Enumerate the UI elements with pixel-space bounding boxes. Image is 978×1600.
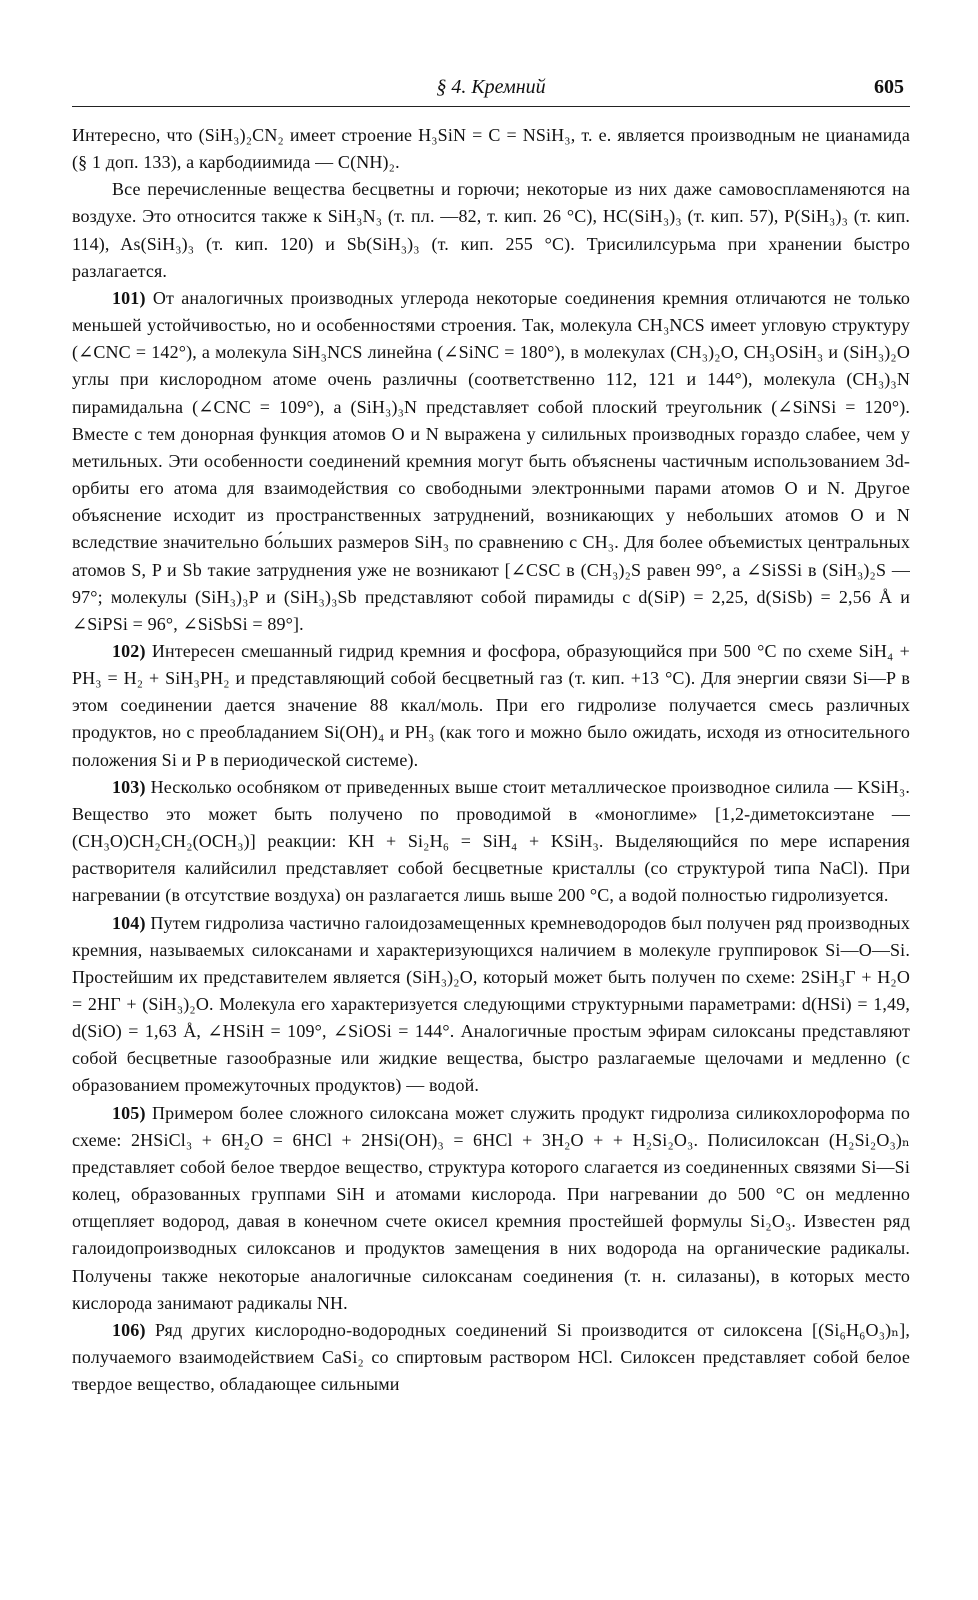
paragraph-text: Интересно, что (SiH₃)₂CN₂ имеет строение H₃SiN = C = NSiH₃, т. е. является производным не цианамида (§ 1 доп. 133), а карбодиимида — C(NH)₂.	[72, 125, 910, 173]
page-header	[72, 72, 910, 107]
paragraph-number: 103)	[112, 776, 146, 797]
paragraph-105	[72, 1100, 910, 1317]
paragraph-text: Примером более сложного силоксана может служить продукт гидролиза силикохлороформа по схеме: 2HSiCl₃ + 6H₂O = 6HCl + 2HSi(OH)₃ = 6HCl + 3H₂O + + H₂Si₂O₃. Полисилоксан (H₂Si₂O₃)ₙ представляет собой белое твердое вещество, структура которого слагается из соединенных связями Si—Si колец, образованных группами SiH и атомами кислорода. При нагревании до 500 °C он медленно отщепляет водород, давая в конечном счете окисел кремния простейшей формулы Si₂O₃. Известен ряд галоидопроизводных силоксанов и продуктов замещения в них водорода на органические радикалы. Получены также некоторые аналогичные силоксанам соединения (т. н. силазаны), в которых место кислорода занимают радикалы NH.	[72, 1102, 910, 1313]
paragraph-102	[72, 638, 910, 774]
paragraph-text: От аналогичных производных углерода некоторые соединения кремния отличаются не только меньшей устойчивостью, но и особенностями строения. Так, молекула CH₃NCS имеет угловую структуру (∠CNC = 142°), а молекула SiH₃NCS линейна (∠SiNC = 180°), в молекулах (CH₃)₂O, CH₃OSiH₃ и (SiH₃)₂O углы при кислородном атоме очень различны (соответственно 112, 121 и 144°), молекула (CH₃)₃N пирамидальна (∠CNC = 109°), а (SiH₃)₃N представляет собой плоский треугольник (∠SiNSi = 120°). Вместе с тем донорная функция атомов O и N выражена у силильных производных гораздо слабее, чем у метильных. Эти особенности соединений кремния могут быть объяснены частичным использованием 3d-орбиты его атома для взаимодействия со свободными электронными парами атомов O и N. Другое объяснение исходит из пространственных затруднений, возникающих у небольших атомов O и N вследствие значительно бо́льших размеров SiH₃ по сравнению с CH₃. Для более объемистых центральных атомов S, P и Sb такие затруднения уже не возникают [∠CSC в (CH₃)₂S равен 99°, а ∠SiSSi в (SiH₃)₂S — 97°; молекулы (SiH₃)₃P и (SiH₃)₃Sb представляют собой пирамиды с d(SiP) = 2,25, d(SiSb) = 2,56 Å и ∠SiPSi = 96°, ∠SiSbSi = 89°].	[72, 287, 910, 634]
paragraph	[72, 176, 910, 285]
paragraph-text: Ряд других кислородно-водородных соединений Si производится от силоксена [(Si₆H₆O₃)ₙ], получаемого взаимодействием CaSi₂ со спиртовым раствором HCl. Силоксен представляет собой белое твердое вещество, обладающее сильными	[72, 1319, 910, 1395]
paragraph-104	[72, 910, 910, 1100]
paragraph-number: 102)	[112, 640, 146, 661]
paragraph-106	[72, 1317, 910, 1398]
page-body	[72, 122, 910, 1398]
paragraph-103	[72, 774, 910, 910]
paragraph-text: Все перечисленные вещества бесцветны и горючи; некоторые из них даже самовоспламеняются на воздухе. Это относится также к SiH₃N₃ (т. пл. —82, т. кип. 26 °C), HC(SiH₃)₃ (т. кип. 57), P(SiH₃)₃ (т. кип. 114), As(SiH₃)₃ (т. кип. 120) и Sb(SiH₃)₃ (т. кип. 255 °C). Трисилилсурьма при хранении быстро разлагается.	[72, 179, 910, 281]
page-number: 605	[874, 76, 904, 98]
paragraph-number: 104)	[112, 912, 146, 933]
paragraph	[72, 122, 910, 176]
paragraph-text: Интересен смешанный гидрид кремния и фосфора, образующийся при 500 °C по схеме SiH₄ + PH₃ = H₂ + SiH₃PH₂ и представляющий собой бесцветный газ (т. кип. +13 °C). Для энергии связи Si—P в этом соединении дается значение 88 ккал/моль. При его гидролизе получается смесь различных продуктов, но с преобладанием Si(OH)₄ и PH₃ (как того и можно было ожидать, исходя из относительного положения Si и P в периодической системе).	[72, 640, 910, 770]
paragraph-text: Путем гидролиза частично галоидозамещенных кремневодородов был получен ряд производных кремния, называемых силоксанами и характеризующихся наличием в молекуле группировок Si—O—Si. Простейшим их представителем является (SiH₃)₂O, который может быть получен по схеме: 2SiH₃Г + H₂O = 2HГ + (SiH₃)₂O. Молекула его характеризуется следующими структурными параметрами: d(HSi) = 1,49, d(SiO) = 1,63 Å, ∠HSiH = 109°, ∠SiOSi = 144°. Аналогичные простым эфирам силоксаны представляют собой бесцветные газообразные или жидкие вещества, быстро разлагаемые щелочами и медленно (с образованием промежуточных продуктов) — водой.	[72, 912, 910, 1096]
paragraph-number: 101)	[112, 287, 146, 308]
paragraph-text: Несколько особняком от приведенных выше стоит металлическое производное силила — KSiH₃. Вещество это может быть получено по проводимой в «моноглиме» [1,2-диметоксиэтане — (CH₃O)CH₂CH₂(OCH₃)] реакции: KH + Si₂H₆ = SiH₄ + KSiH₃. Выделяющийся по мере испарения растворителя калийсилил представляет собой бесцветные кристаллы (со структурой типа NaCl). При нагревании (в отсутствие воздуха) он разлагается лишь выше 200 °C, а водой полностью гидролизуется.	[72, 776, 911, 906]
paragraph-number: 105)	[112, 1102, 146, 1123]
paragraph-101	[72, 285, 910, 638]
paragraph-number: 106)	[112, 1319, 146, 1340]
running-head: § 4. Кремний	[436, 76, 546, 98]
